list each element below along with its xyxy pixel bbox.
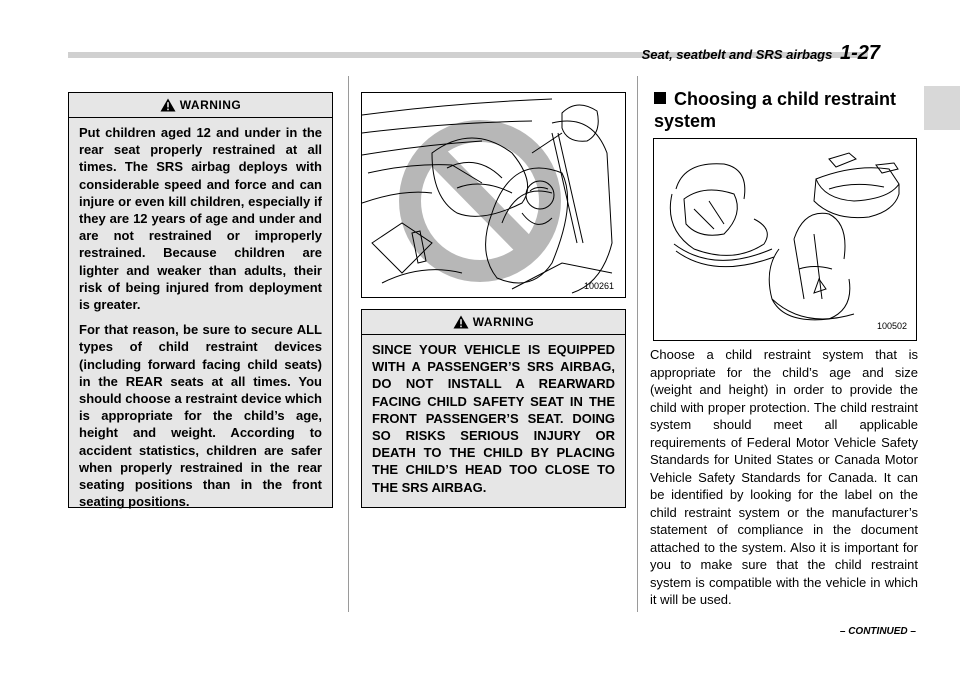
warning-header — [69, 93, 332, 118]
warning-body — [69, 118, 332, 518]
warning-heading: WARNING — [472, 315, 535, 329]
warning-paragraph: Put children aged 12 and under in the rear seat properly restrained at all times. The SRS airbag deploys with considerable speed and force and can injure or even kill children, especially if they are 12 years of age and under and are not restrained or improperly restrained. Because children are lighter and weaker than adults, their risk of being injured from deployment is greater. — [79, 125, 322, 313]
section-title: Choosing a child restraint system — [654, 89, 897, 131]
warning-heading: WARNING — [179, 98, 242, 112]
bullet-square-icon — [654, 92, 666, 104]
figure-code: 100502 — [877, 321, 908, 331]
figure-code: 100261 — [584, 281, 615, 291]
section-title: Seat, seatbelt and SRS airbags — [641, 47, 833, 62]
forward-seat-drawing — [769, 213, 854, 320]
warning-paragraph: SINCE YOUR VEHICLE IS EQUIPPED WITH A PASSENGER’S SRS AIRBAG, DO NOT INSTALL A REARWARD FACING CHILD SAFETY SEAT IN THE FRONT PASSENGER’S SEAT. DOING SO RISKS SERIOUS INJURY OR DEATH TO THE CHILD BY PLACING THE CHILD’S HEAD TOO CLOSE TO THE SRS AIRBAG. — [372, 342, 615, 495]
airbag-figure — [361, 92, 626, 298]
warning-box-middle — [361, 309, 626, 508]
column-divider-left — [348, 76, 349, 612]
column-divider-right — [637, 76, 638, 612]
prohibited-icon — [410, 131, 550, 271]
child-seats-figure — [653, 138, 917, 341]
continued-marker: – CONTINUED – — [839, 626, 916, 637]
warning-box-left — [68, 92, 333, 508]
airbag-illustration — [362, 93, 625, 297]
infant-seat-drawing — [670, 164, 774, 267]
warning-triangle-icon — [453, 315, 469, 329]
warning-paragraph: For that reason, be sure to secure ALL types of child restraint devices (including forward facing child seats) in the REAR seats at all times. You should choose a restraint device which is appropriate for the child’s age, height and weight. According to accident statistics, children are safer when properly restrained in the rear seating positions than in the front seating positions. — [79, 322, 322, 510]
section-heading — [654, 88, 914, 132]
body-paragraph: Choose a child restraint system that is appropriate for the child’s age and size (weight and height) in order to provide the child with proper protection. The child restraint system should meet all applicable requirements of Federal Motor Vehicle Safety Standards for United States or Canada Motor Vehicle Safety Standards for Canada. It can be identified by looking for the label on the child restraint system or the manufacturer’s statement of compliance in the document attached to the system. Also it is important for you to make sure that the child restraint system is compatible with the vehicle in which it will be used. — [650, 347, 918, 607]
page-header — [642, 42, 880, 65]
warning-body — [362, 335, 625, 504]
warning-triangle-icon — [160, 98, 176, 112]
page-number: 1-27 — [839, 42, 880, 64]
child-seats-illustration — [654, 139, 916, 340]
booster-seat-drawing — [814, 153, 899, 218]
chapter-tab — [924, 86, 960, 130]
warning-header — [362, 310, 625, 335]
